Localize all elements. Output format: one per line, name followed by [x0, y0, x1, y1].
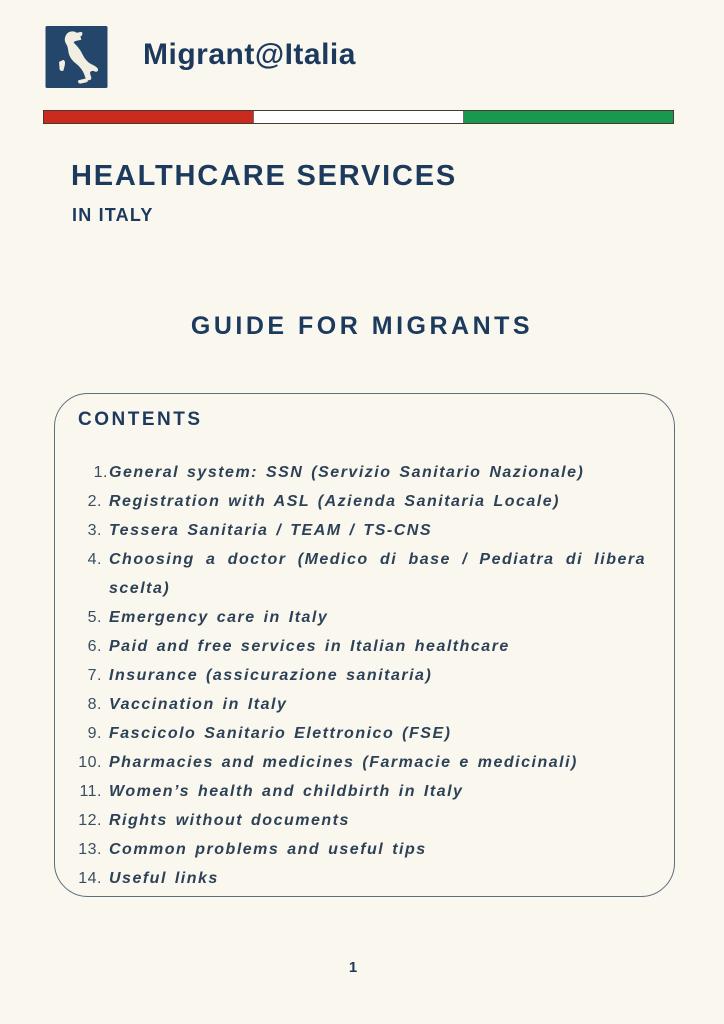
toc-item [77, 719, 646, 748]
toc-item [77, 835, 646, 864]
toc-item-text: Registration with ASL (Azienda Sanitaria Locale) [109, 493, 560, 510]
toc-item-text: Insurance (assicurazione sanitaria) [109, 667, 433, 684]
toc-item [77, 458, 646, 487]
toc-item-number: 13. [78, 841, 102, 858]
contents-heading: CONTENTS [78, 409, 203, 430]
table-of-contents [77, 458, 646, 893]
toc-item-text: Choosing a doctor (Medico di base / Pediatra di libera scelta) [109, 551, 646, 597]
toc-item-text: Tessera Sanitaria / TEAM / TS-CNS [109, 522, 432, 539]
toc-item-number: 7. [87, 667, 102, 684]
toc-item [77, 748, 646, 777]
toc-item-number: 2. [87, 493, 102, 510]
toc-item [77, 690, 646, 719]
page-number: 1 [348, 959, 358, 976]
toc-item-text: Women’s health and childbirth in Italy [109, 783, 464, 800]
guide-subtitle: GUIDE FOR MIGRANTS [190, 312, 534, 340]
toc-item-number: 8. [87, 696, 102, 713]
toc-item-number: 4. [87, 551, 102, 568]
toc-item [77, 777, 646, 806]
toc-item [77, 516, 646, 545]
toc-item [77, 661, 646, 690]
toc-item-text: Vaccination in Italy [109, 696, 288, 713]
toc-item [77, 632, 646, 661]
toc-item-number: 14. [78, 870, 102, 887]
flag-green-segment [463, 111, 673, 123]
toc-item-text: Rights without documents [109, 812, 350, 829]
toc-item-text: General system: SSN (Servizio Sanitario Nazionale) [109, 464, 585, 481]
toc-item-text: Useful links [109, 870, 219, 887]
page-title-subline: IN ITALY [72, 205, 154, 225]
toc-item-number: 9. [87, 725, 102, 742]
flag-red-segment [44, 111, 253, 123]
toc-item [77, 603, 646, 632]
toc-item-number: 11. [79, 783, 102, 800]
toc-item-number: 12. [78, 812, 102, 829]
italian-flag-stripe [43, 110, 674, 124]
contents-box [54, 393, 675, 897]
brand-logo [45, 26, 108, 88]
toc-item-number: 1. [93, 464, 108, 481]
toc-item-text: Common problems and useful tips [109, 841, 427, 858]
toc-item-number: 3. [87, 522, 102, 539]
toc-item-text: Paid and free services in Italian healthcare [109, 638, 510, 655]
toc-item-number: 10. [78, 754, 102, 771]
toc-item [77, 864, 646, 893]
toc-item [77, 487, 646, 516]
toc-item [77, 806, 646, 835]
toc-item-text: Fascicolo Sanitario Elettronico (FSE) [109, 725, 452, 742]
toc-item-text: Emergency care in Italy [109, 609, 329, 626]
flag-white-segment [253, 111, 463, 123]
toc-item-number: 5. [87, 609, 102, 626]
toc-item [77, 545, 646, 603]
page-title: HEALTHCARE SERVICES [71, 160, 458, 192]
brand-name: Migrant@Italia [143, 38, 356, 71]
toc-item-number: 6. [87, 638, 102, 655]
toc-item-text: Pharmacies and medicines (Farmacie e medicinali) [109, 754, 578, 771]
italy-map-icon [45, 26, 108, 88]
